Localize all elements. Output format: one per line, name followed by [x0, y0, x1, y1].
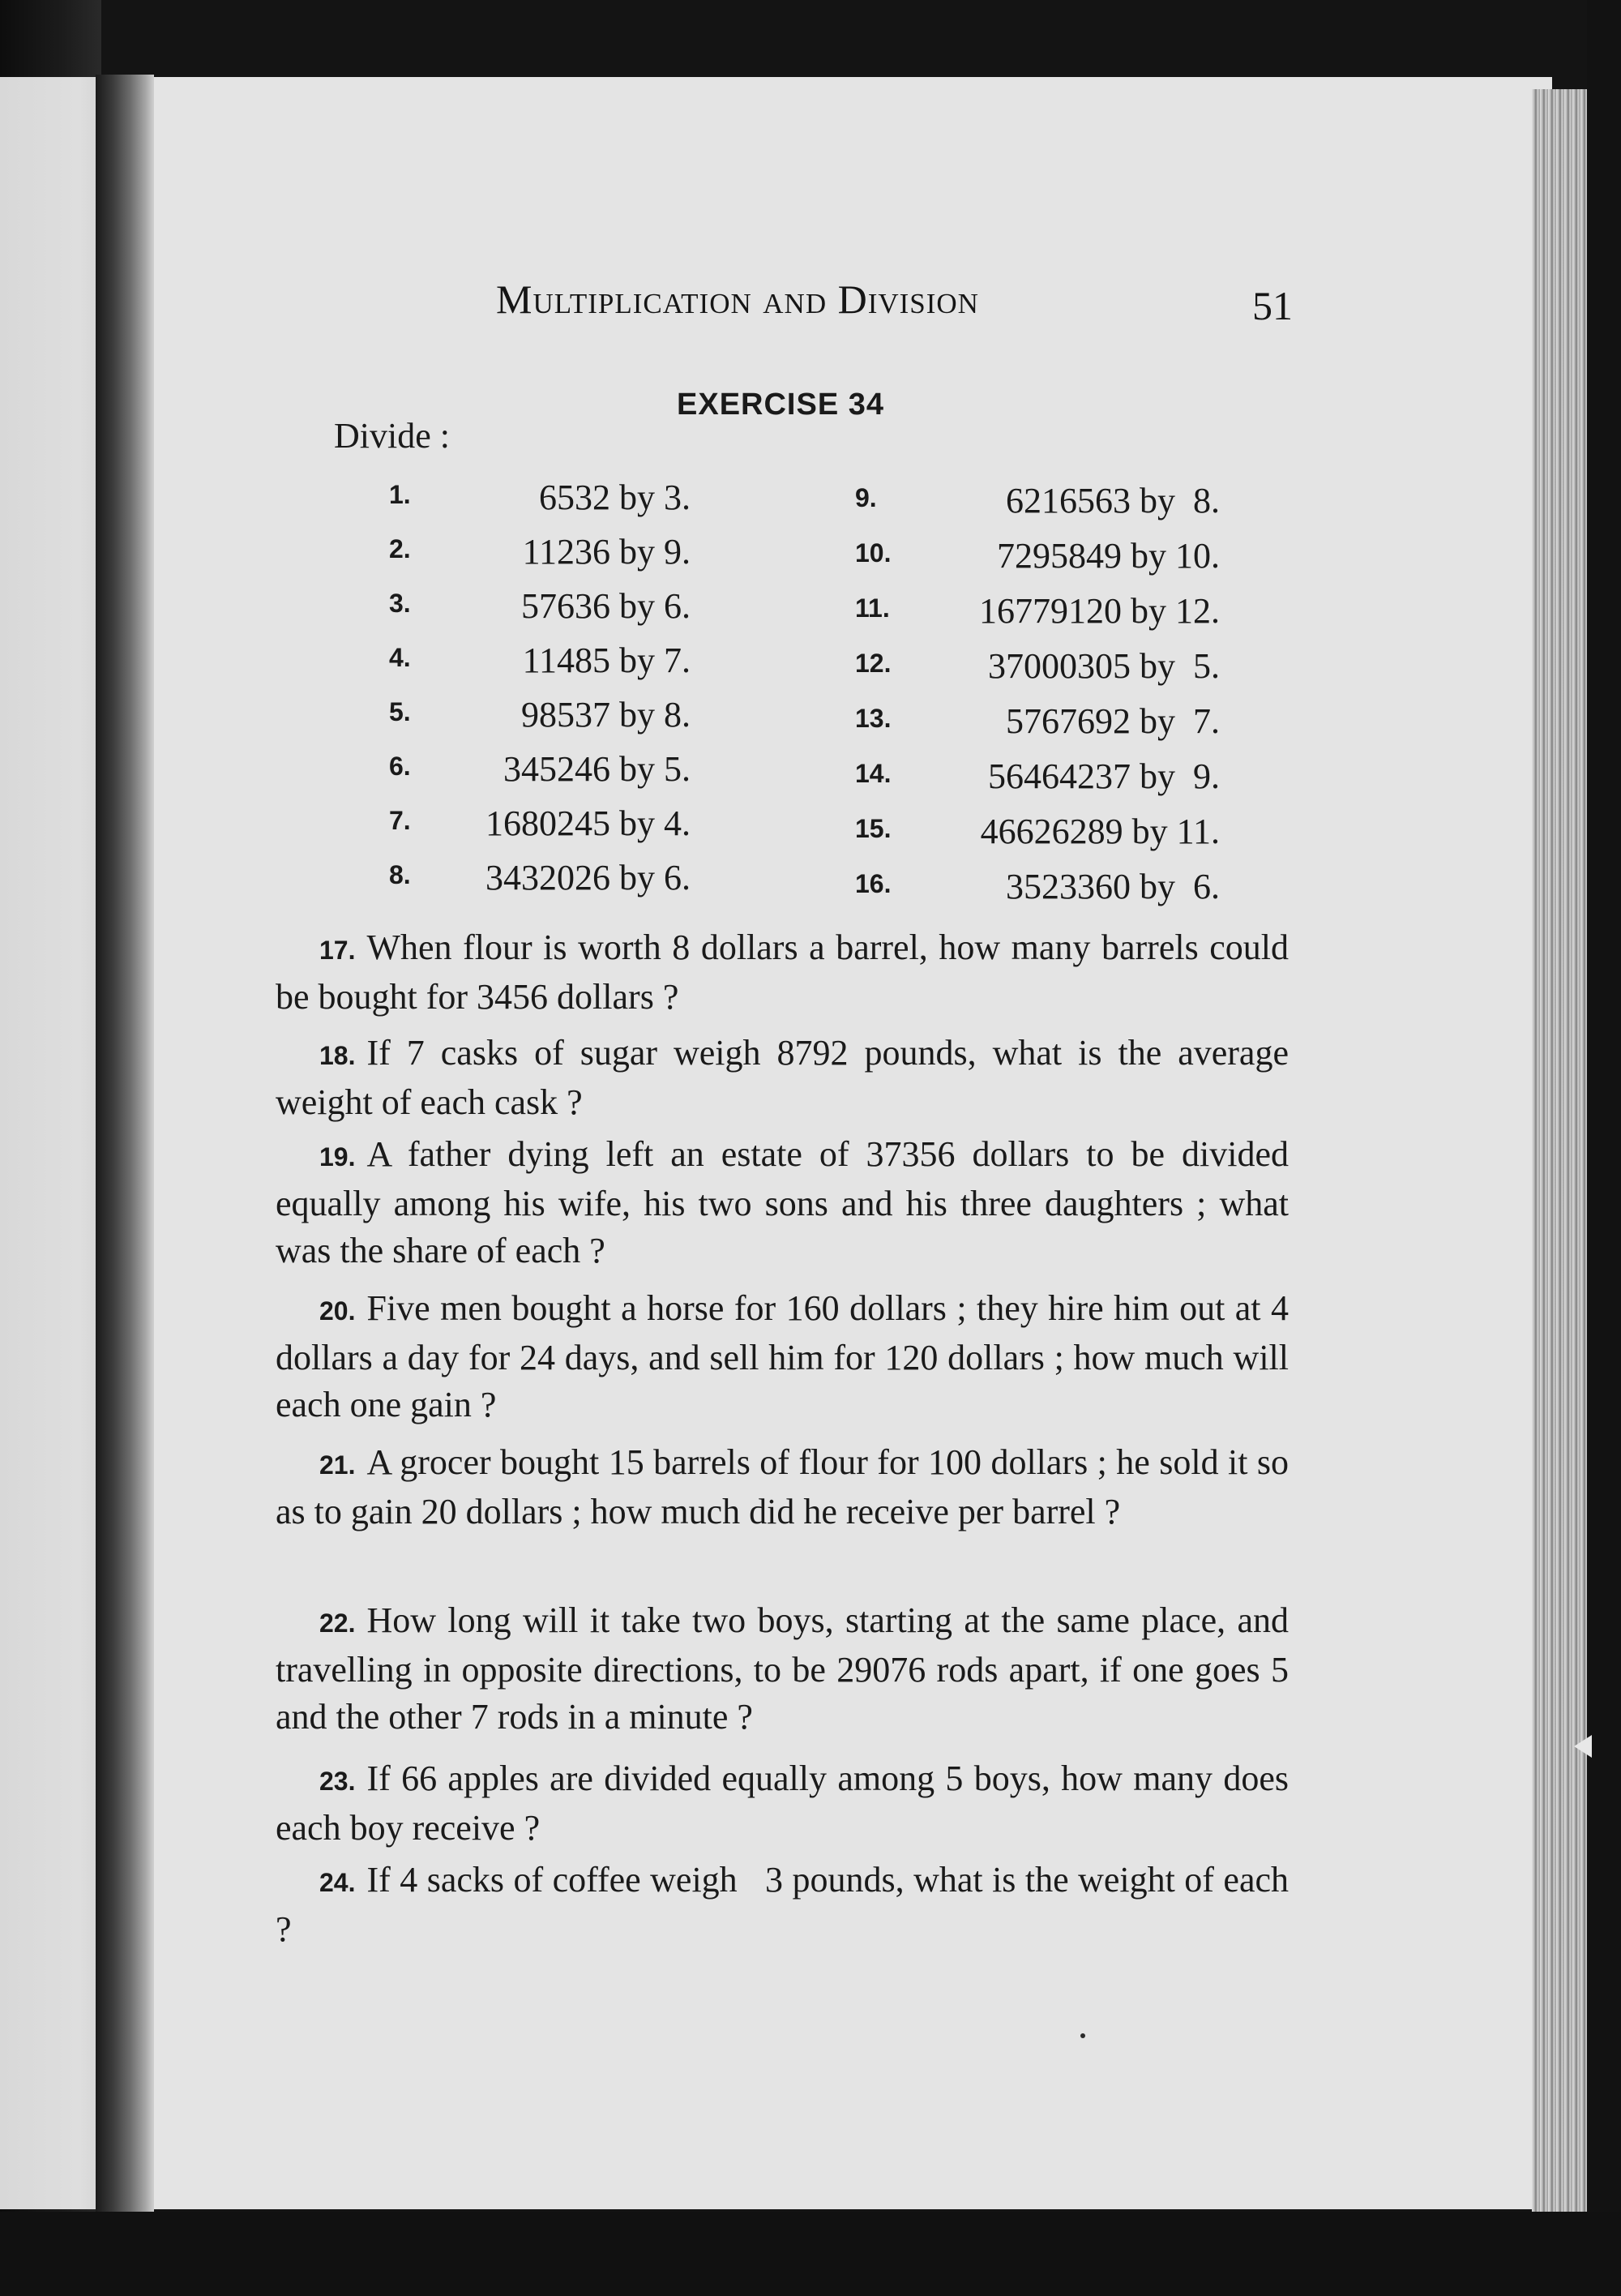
division-item	[855, 535, 1220, 587]
division-item	[389, 803, 697, 855]
division-item-number: 2.	[389, 534, 411, 563]
word-problem-number: 19.	[319, 1142, 356, 1172]
division-item	[389, 640, 697, 692]
word-problem	[276, 1285, 1298, 1429]
division-item	[389, 694, 697, 746]
division-item	[855, 756, 1220, 807]
division-item-text: 3432026 by 6.	[485, 858, 691, 897]
word-problem	[276, 1030, 1298, 1126]
division-item-number: 4.	[389, 643, 411, 672]
division-item-number: 16.	[855, 869, 892, 898]
word-problem	[276, 924, 1298, 1021]
word-problem-text: If 66 apples are divided equally among 5 boys, how many does each boy receive ?	[276, 1758, 1298, 1848]
word-problem	[276, 1755, 1298, 1852]
page-marker-icon	[1574, 1735, 1592, 1758]
word-problem	[276, 1857, 1298, 1953]
word-problem-text: Five men bought a horse for 160 dollars ; they hire him out at 4 dollars a day for 24 days, and sell him for 120 dollars ; how much will each one gain ?	[276, 1288, 1298, 1424]
division-item-number: 13.	[855, 704, 892, 733]
scan-background-right	[1587, 0, 1621, 2296]
division-item-number: 9.	[855, 483, 877, 512]
division-item	[389, 531, 697, 583]
word-problem-text: How long will it take two boys, starting at the same place, and travelling in opposite directions, to be 29076 rods apart, if one goes 5 and the other 7 rods in a minute ?	[276, 1600, 1298, 1737]
division-item	[389, 857, 697, 909]
word-problem-text: If 4 sacks of coffee weigh 3 pounds, what is the weight of each ?	[276, 1860, 1298, 1949]
division-item	[389, 748, 697, 800]
word-problem-text: If 7 casks of sugar weigh 8792 pounds, what is the average weight of each cask ?	[276, 1033, 1298, 1122]
division-item	[389, 477, 697, 529]
division-item-number: 15.	[855, 814, 892, 843]
division-item	[855, 700, 1220, 752]
word-problem	[276, 1131, 1298, 1274]
division-item-text: 5767692 by 7.	[1006, 701, 1220, 741]
division-item-text: 6216563 by 8.	[1006, 481, 1220, 520]
division-item	[855, 480, 1220, 532]
division-item-text: 6532 by 3.	[539, 478, 691, 517]
word-problem-number: 21.	[319, 1450, 356, 1480]
page-stack-edge	[1532, 89, 1589, 2213]
division-item-text: 7295849 by 10.	[997, 536, 1220, 576]
word-problem	[276, 1597, 1298, 1741]
division-item	[389, 585, 697, 637]
word-problem-text: A father dying left an estate of 37356 dollars to be divided equally among his wife, his two sons and his three daughters ; what was the share of each ?	[276, 1134, 1298, 1270]
word-problem-number: 22.	[319, 1608, 356, 1638]
dust-speck	[1080, 2033, 1085, 2038]
division-item-text: 16779120 by 12.	[979, 591, 1220, 631]
scan-background-bottom	[0, 2212, 1621, 2296]
division-item-number: 11.	[855, 593, 890, 623]
word-problem-text: When flour is worth 8 dollars a barrel, how many barrels could be bought for 3456 dollars ?	[276, 927, 1298, 1017]
division-item-number: 14.	[855, 759, 892, 788]
word-problem-number: 20.	[319, 1296, 356, 1326]
division-item	[855, 590, 1220, 642]
book-gutter-shadow	[96, 75, 154, 2215]
exercise-title: EXERCISE 34	[677, 388, 884, 422]
word-problem-number: 24.	[319, 1868, 356, 1897]
division-item-number: 6.	[389, 752, 411, 781]
division-item-number: 7.	[389, 806, 411, 835]
division-item-number: 8.	[389, 860, 411, 889]
division-item	[855, 866, 1220, 918]
word-problem-number: 23.	[319, 1767, 356, 1796]
division-item-text: 11485 by 7.	[522, 640, 691, 680]
page-number: 51	[1252, 283, 1293, 328]
division-item-text: 3523360 by 6.	[1006, 867, 1220, 906]
word-problem-number: 18.	[319, 1041, 356, 1070]
division-item	[855, 811, 1220, 863]
division-item-number: 12.	[855, 649, 892, 678]
word-problem	[276, 1439, 1298, 1536]
division-item-text: 1680245 by 4.	[485, 803, 691, 843]
division-item-number: 5.	[389, 697, 411, 726]
division-item-text: 11236 by 9.	[522, 532, 691, 572]
division-item-number: 1.	[389, 480, 411, 509]
division-item-text: 56464237 by 9.	[988, 756, 1220, 796]
division-item	[855, 645, 1220, 697]
division-item-number: 3.	[389, 589, 411, 618]
division-item-text: 57636 by 6.	[521, 586, 691, 626]
division-item-text: 98537 by 8.	[521, 695, 691, 735]
word-problem-number: 17.	[319, 936, 356, 965]
division-item-number: 10.	[855, 538, 892, 568]
exercise-instruction: Divide :	[334, 416, 450, 456]
running-header-title: Multiplication and Division	[496, 276, 979, 322]
division-item-text: 37000305 by 5.	[988, 646, 1220, 686]
word-problem-text: A grocer bought 15 barrels of flour for 100 dollars ; he sold it so as to gain 20 dollars ; how much did he receive per barrel ?	[276, 1442, 1298, 1531]
division-item-text: 345246 by 5.	[503, 749, 691, 789]
division-item-text: 46626289 by 11.	[980, 812, 1220, 851]
